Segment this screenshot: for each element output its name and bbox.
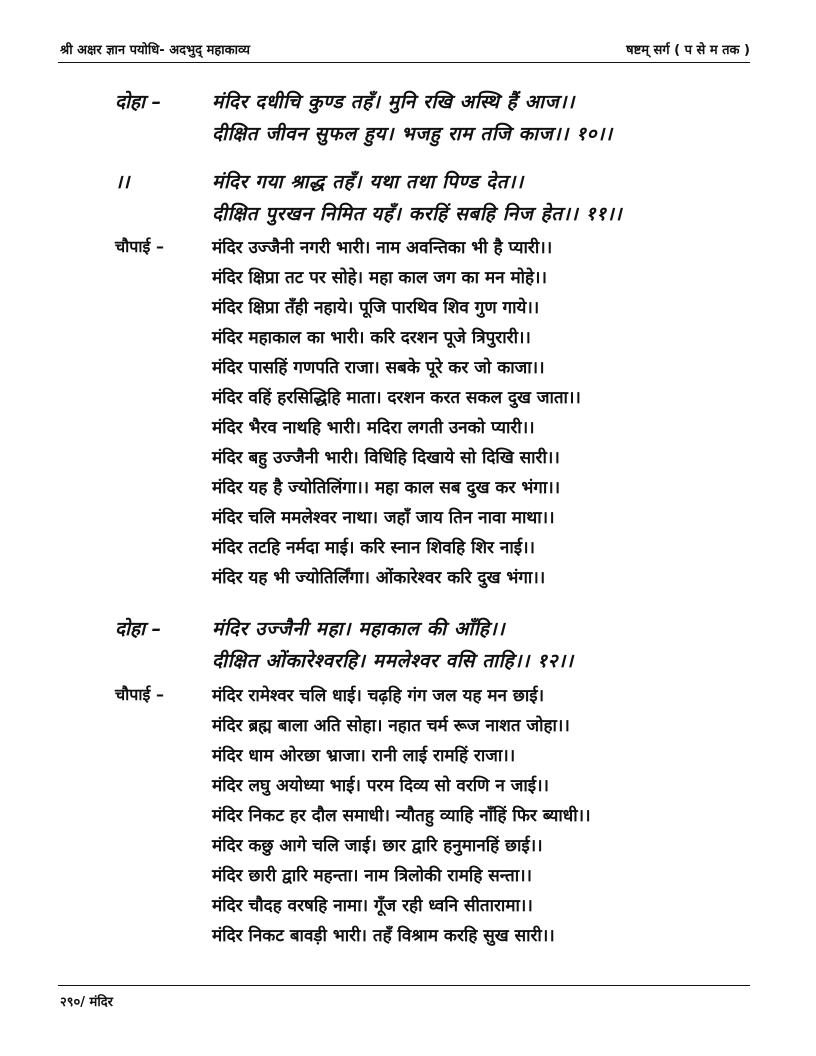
verse-line: मंदिर निकट हर दौल समाधी। न्यौतहु व्याहि नाँहिं फिर ब्याधी।। <box>212 806 591 826</box>
verse-line: मंदिर वहिं हरसिद्धिहि माता। दरशन करत सकल दुख जाता।। <box>212 388 581 408</box>
page-header-left: श्री अक्षर ज्ञान पयोधि- अदभुद् महाकाव्य <box>60 43 250 58</box>
verse-line: मंदिर धाम ओरछा भ्राजा। रानी लाई रामहिं राजा।। <box>212 746 516 766</box>
verse-line: मंदिर गया श्राद्ध तहँ। यथा तथा पिण्ड देत।। <box>212 171 524 193</box>
verse-line: मंदिर कछु आगे चलि जाई। छार द्वारि हनुमानहिं छाई।। <box>212 836 543 856</box>
verse-line: दीक्षित जीवन सुफल हुय। भजहु राम तजि काज।। १०।। <box>212 123 613 145</box>
verse-line: मंदिर चौदह वरषहि नामा। गूँज रही ध्वनि सीतारामा।। <box>212 896 533 916</box>
verse-line: मंदिर क्षिप्रा तट पर सोहे। महा काल जग का मन मोहे।। <box>212 268 547 288</box>
verse-line: मंदिर रामेश्वर चलि धाई। चढ़हि गंग जल यह मन छाई। <box>212 686 545 706</box>
verse-line: मंदिर महाकाल का भारी। करि दरशन पूजे त्रिपुरारी।। <box>212 328 531 348</box>
verse-line: मंदिर लघु अयोध्या भाई। परम दिव्य सो वरणि न जाई।। <box>212 776 549 796</box>
doha-label: दोहा – <box>115 618 162 640</box>
page-footer: २९०/ मंदिर <box>60 995 113 1010</box>
doha-label: दोहा – <box>115 91 162 113</box>
verse-line: मंदिर निकट बावड़ी भारी। तहँ विश्राम करहि सुख सारी।। <box>212 926 555 946</box>
verse-line: मंदिर ब्रह्म बाला अति सोहा। नहात चर्म रूज नाशत जोहा।। <box>212 716 570 736</box>
verse-line: दीक्षित ओंकारेश्वरहि। ममलेश्वर वसि ताहि।। १२।। <box>212 650 574 672</box>
verse-line: मंदिर बहु उज्जैनी भारी। विधिहि दिखाये सो दिखि सारी।। <box>212 448 560 468</box>
verse-line: दीक्षित पुरखन निमित यहँ। करहिं सबहि निज हेत।। ११।। <box>212 203 623 225</box>
verse-line: मंदिर छारी द्वारि महन्ता। नाम त्रिलोकी रामहि सन्ता।। <box>212 866 532 886</box>
verse-line: मंदिर उज्जैनी नगरी भारी। नाम अवन्तिका भी है प्यारी।। <box>212 238 553 258</box>
verse-line: मंदिर चलि ममलेश्वर नाथा। जहाँ जाय तिन नावा माथा।। <box>212 508 555 528</box>
verse-line: मंदिर तटहि नर्मदा माई। करि स्नान शिवहि शिर नाई।। <box>212 538 535 558</box>
verse-bars-label: ।। <box>115 171 130 193</box>
footer-divider <box>58 985 750 986</box>
verse-line: मंदिर भैरव नाथहि भारी। मदिरा लगती उनको प्यारी।। <box>212 418 535 438</box>
verse-line: मंदिर यह है ज्योतिलिंगा।। महा काल सब दुख कर भंगा।। <box>212 478 561 498</box>
chaupai-label: चौपाई – <box>115 237 164 256</box>
chaupai-label: चौपाई – <box>115 685 164 704</box>
verse-line: मंदिर यह भी ज्योतिर्लिंगा। ओंकारेश्वर करि दुख भंगा।। <box>212 568 546 588</box>
header-divider <box>58 62 750 63</box>
verse-line: मंदिर क्षिप्रा तँही नहाये। पूजि पारथिव शिव गुण गाये।। <box>212 298 540 318</box>
page-header-right: षष्टम् सर्ग ( प से म तक ) <box>626 43 750 58</box>
verse-line: मंदिर उज्जैनी महा। महाकाल की आँहि।। <box>212 618 506 640</box>
verse-line: मंदिर पासहिं गणपति राजा। सबके पूरे कर जो काजा।। <box>212 358 545 378</box>
verse-line: मंदिर दधीचि कुण्ड तहँ। मुनि रखि अस्थि हैं आज।। <box>212 91 575 113</box>
